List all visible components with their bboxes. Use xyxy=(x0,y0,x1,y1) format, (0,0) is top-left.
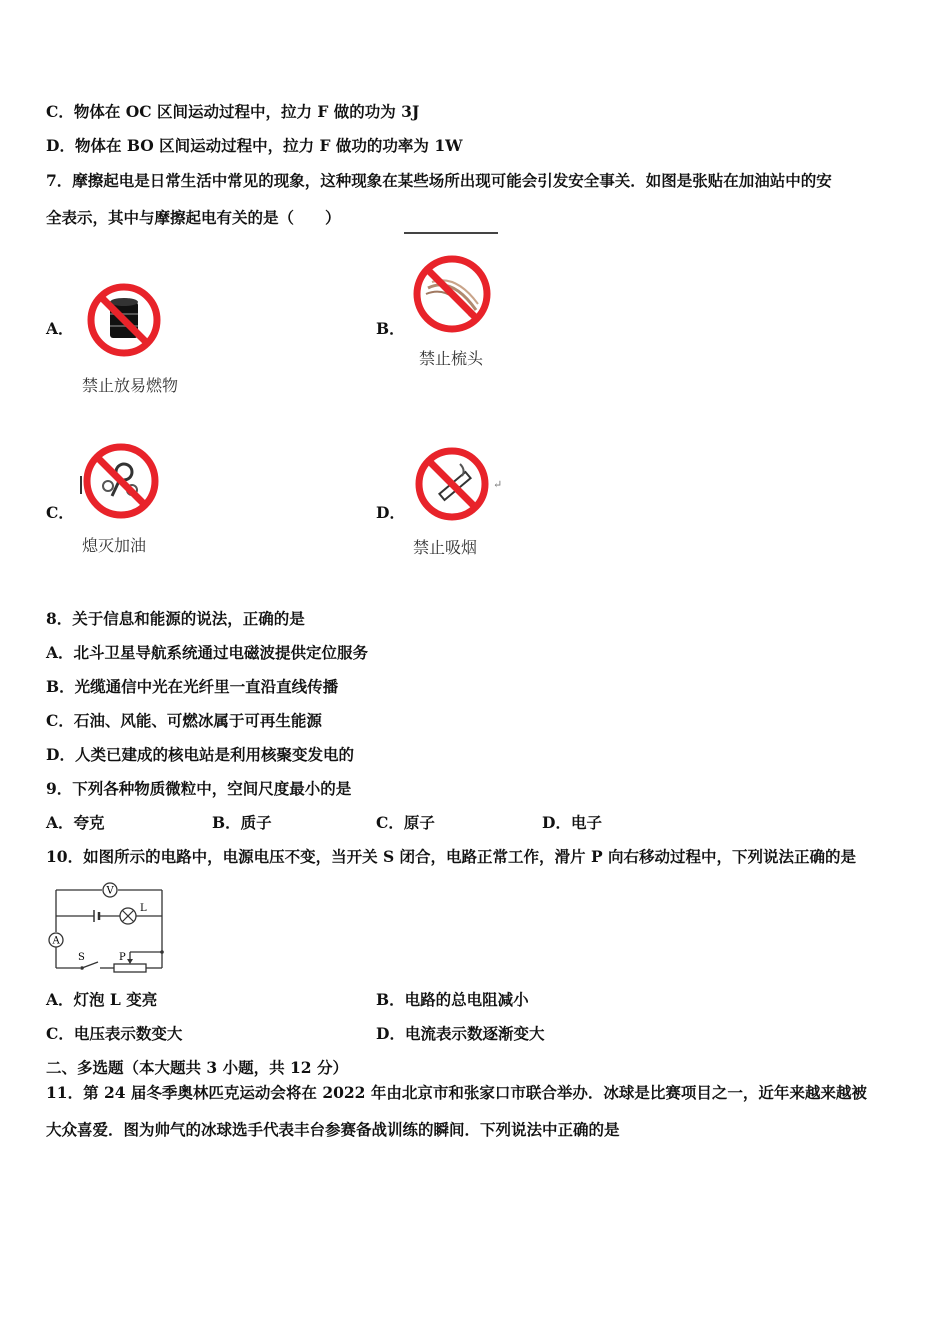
q6-option-c: C．物体在 OC 区间运动过程中，拉力 F 做的功为 3J xyxy=(46,102,420,121)
q11-stem-line2: 大众喜爱．图为帅气的冰球选手代表丰台参赛备战训练的瞬间．下列说法中正确的是 xyxy=(46,1120,620,1139)
q7-option-b-letter: B． xyxy=(376,319,405,338)
q8-option-d: D．人类已建成的核电站是利用核聚变发电的 xyxy=(46,745,354,764)
lamp-label: L xyxy=(140,903,147,914)
q7-option-c-letter: C． xyxy=(46,503,74,522)
q8-option-a: A．北斗卫星导航系统通过电磁波提供定位服务 xyxy=(46,643,369,662)
q9-option-b: B．质子 xyxy=(212,813,272,832)
q9-option-d: D．电子 xyxy=(542,813,602,832)
q7-option-d-caption: 禁止吸烟 xyxy=(413,538,478,557)
q10-stem: 10．如图所示的电路中，电源电压不变，当开关 S 闭合，电路正常工作，滑片 P 向右移动过程中，下列说法正确的是 xyxy=(46,847,857,866)
switch-label: S xyxy=(78,952,85,963)
q10-option-a: A．灯泡 L 变亮 xyxy=(46,990,158,1009)
q10-option-d: D．电流表示数逐渐变大 xyxy=(376,1024,545,1043)
voltmeter-label: V xyxy=(106,885,114,897)
q7-option-d-letter: D． xyxy=(376,503,405,522)
q11-stem-line1: 11．第 24 届冬季奥林匹克运动会将在 2022 年由北京市和张家口市联合举办．冰球是比赛项目之一，近年来越来越被 xyxy=(46,1083,867,1102)
q10-option-b: B．电路的总电阻减小 xyxy=(376,990,529,1009)
q6-option-d: D．物体在 BO 区间运动过程中，拉力 F 做功的功率为 1W xyxy=(46,136,463,155)
ammeter-label: A xyxy=(52,935,60,947)
section-2-title: 二、多选题（本大题共 3 小题，共 12 分） xyxy=(46,1058,348,1077)
q7-stem-line1: 7．摩擦起电是日常生活中常见的现象，这种现象在某些场所出现可能会引发安全事关．如图是张贴在加油站中的安 xyxy=(46,171,832,190)
circuit-diagram xyxy=(46,878,170,978)
q8-option-b: B．光缆通信中光在光纤里一直沿直线传播 xyxy=(46,677,339,696)
no-combing-icon xyxy=(412,254,492,338)
q10-option-c: C．电压表示数变大 xyxy=(46,1024,183,1043)
q9-option-c: C．原子 xyxy=(376,813,435,832)
return-mark-icon: ↵ xyxy=(493,478,503,491)
crop-artifact xyxy=(404,232,498,240)
q7-option-a-caption: 禁止放易燃物 xyxy=(82,376,179,395)
q8-stem: 8．关于信息和能源的说法，正确的是 xyxy=(46,609,305,628)
q7-stem-line2: 全表示，其中与摩擦起电有关的是（ ） xyxy=(46,208,341,227)
no-flammables-icon xyxy=(86,282,162,362)
slider-label: P xyxy=(119,952,126,963)
q9-stem: 9．下列各种物质微粒中，空间尺度最小的是 xyxy=(46,779,352,798)
q7-option-a-letter: A． xyxy=(46,319,74,338)
no-smoking-icon xyxy=(414,446,490,526)
engine-off-icon xyxy=(82,442,160,524)
q9-option-a: A．夸克 xyxy=(46,813,105,832)
q8-option-c: C．石油、风能、可燃冰属于可再生能源 xyxy=(46,711,322,730)
q7-option-c-caption: 熄灭加油 xyxy=(82,536,147,555)
q7-option-b-caption: 禁止梳头 xyxy=(419,349,484,368)
